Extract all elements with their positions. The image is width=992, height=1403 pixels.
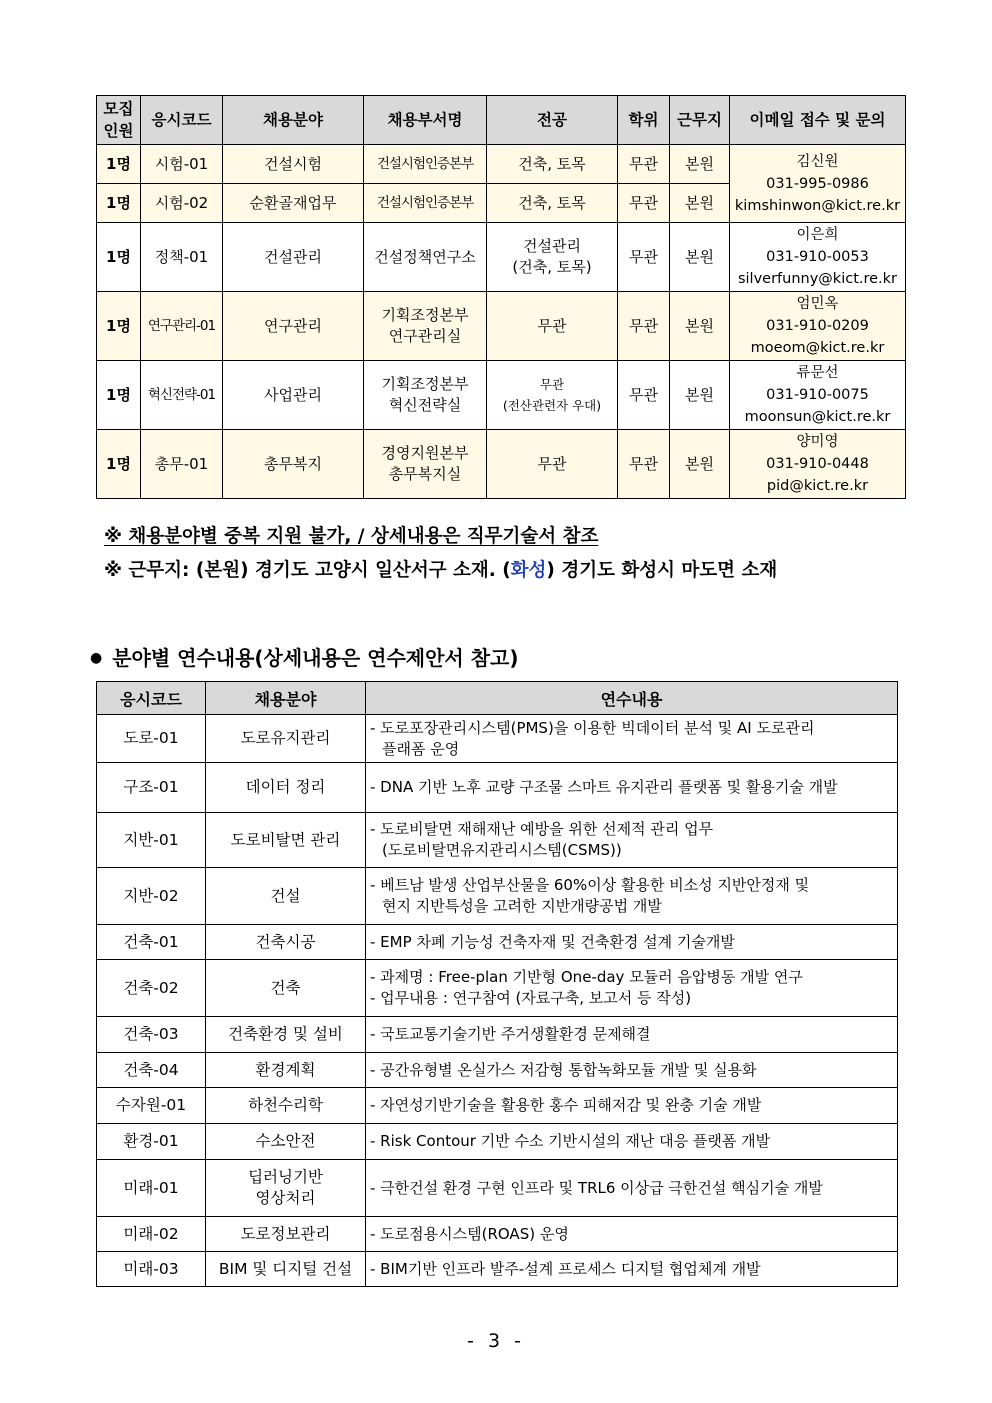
field-cell: 건축환경 및 설비 xyxy=(206,1017,366,1053)
field-cell: 수소안전 xyxy=(206,1124,366,1160)
degree-cell: 무관 xyxy=(618,184,670,223)
field-cell: 총무복지 xyxy=(223,430,364,499)
content-cell xyxy=(366,960,898,1017)
count-cell: 1명 xyxy=(97,145,141,184)
code-cell: 미래-02 xyxy=(97,1217,206,1252)
note-location-text-c: ) 경기도 화성시 마도면 소재 xyxy=(546,560,778,581)
code-cell: 연구관리-01 xyxy=(141,292,223,361)
content-line: - DNA 기반 노후 교량 구조물 스마트 유지관리 플랫폼 및 활용기술 개발 xyxy=(370,778,838,796)
code-cell: 정책-01 xyxy=(141,223,223,292)
content-cell xyxy=(366,1124,898,1160)
field-cell: 도로유지관리 xyxy=(206,715,366,763)
table-row xyxy=(97,960,898,1017)
training-table xyxy=(96,681,898,1287)
field-cell: 연구관리 xyxy=(223,292,364,361)
field-cell: 건설 xyxy=(206,868,366,925)
table-row xyxy=(97,145,906,184)
content-cell xyxy=(366,1017,898,1053)
major-cell: 건축, 토목 xyxy=(487,184,618,223)
header-dept: 채용부서명 xyxy=(364,96,487,145)
location-cell: 본원 xyxy=(670,430,730,499)
content-cell xyxy=(366,813,898,868)
note-duplicate-application: ※ 채용분야별 중복 지원 불가, / 상세내용은 직무기술서 참조 xyxy=(104,526,599,547)
content-line: - 도로점용시스템(ROAS) 운영 xyxy=(370,1224,569,1243)
header-count: 모집 인원 xyxy=(97,96,141,145)
dept-cell: 경영지원본부 총무복지실 xyxy=(364,430,487,499)
table-row xyxy=(97,1017,898,1053)
content-cell xyxy=(366,715,898,763)
code-cell: 건축-01 xyxy=(97,925,206,960)
table-row xyxy=(97,1217,898,1252)
training-header-row xyxy=(97,682,898,715)
content-line: 플래폼 운영 xyxy=(382,739,460,758)
count-cell: 1명 xyxy=(97,361,141,430)
content-cell xyxy=(366,868,898,925)
content-cell xyxy=(366,1160,898,1217)
content-line: - 업무내용 : 연구참여 (자료구축, 보고서 등 작성) xyxy=(370,989,692,1007)
field-cell: 하천수리학 xyxy=(206,1088,366,1124)
header-contact: 이메일 접수 및 문의 xyxy=(730,96,906,145)
degree-cell: 무관 xyxy=(618,292,670,361)
table-row xyxy=(97,430,906,499)
table-row xyxy=(97,361,906,430)
note-location-text-a: ※ 근무지: (본원) 경기도 고양시 일산서구 소재. ( xyxy=(104,560,511,581)
content-line: - Risk Contour 기반 수소 기반시설의 재난 대응 플랫폼 개발 xyxy=(370,1132,771,1150)
field-cell: BIM 및 디지털 건설 xyxy=(206,1252,366,1287)
content-line: - 도로비탈면 재해재난 예방을 위한 선제적 관리 업무 xyxy=(370,820,714,838)
content-line: - BIM기반 인프라 발주-설계 프로세스 디지털 협업체계 개발 xyxy=(370,1259,761,1278)
code-cell: 건축-03 xyxy=(97,1017,206,1053)
content-line: - 과제명 : Free-plan 기반형 One-day 모듈러 음압병동 개발 연구 xyxy=(370,968,803,986)
code-cell: 구조-01 xyxy=(97,763,206,813)
degree-cell: 무관 xyxy=(618,145,670,184)
field-cell: 건축시공 xyxy=(206,925,366,960)
field-cell: 순환골재업무 xyxy=(223,184,364,223)
code-cell: 시험-02 xyxy=(141,184,223,223)
location-cell: 본원 xyxy=(670,361,730,430)
content-line: - 자연성기반기술을 활용한 홍수 피해저감 및 완충 기술 개발 xyxy=(370,1096,762,1114)
table-row xyxy=(97,925,898,960)
content-line: - 도로포장관리시스템(PMS)을 이용한 빅데이터 분석 및 AI 도로관리 xyxy=(370,718,815,737)
contact-cell: 엄민옥 031-910-0209 moeom@kict.re.kr xyxy=(730,292,906,361)
content-line: - 극한건설 환경 구현 인프라 및 TRL6 이상급 극한건설 핵심기술 개발 xyxy=(370,1178,823,1197)
table-row xyxy=(97,1160,898,1217)
header-content: 연수내용 xyxy=(366,682,898,715)
code-cell: 수자원-01 xyxy=(97,1088,206,1124)
bullet-icon: ● xyxy=(90,650,103,666)
field-cell: 건설시험 xyxy=(223,145,364,184)
header-location: 근무지 xyxy=(670,96,730,145)
header-code: 응시코드 xyxy=(97,682,206,715)
section-title xyxy=(90,642,518,671)
table-row xyxy=(97,715,898,763)
dept-cell: 기획조정본부 연구관리실 xyxy=(364,292,487,361)
major-cell: 무관 xyxy=(487,292,618,361)
degree-cell: 무관 xyxy=(618,361,670,430)
field-cell: 도로정보관리 xyxy=(206,1217,366,1252)
page-number: - 3 - xyxy=(467,1330,525,1352)
degree-cell: 무관 xyxy=(618,430,670,499)
location-cell: 본원 xyxy=(670,223,730,292)
major-cell: 건축, 토목 xyxy=(487,145,618,184)
table-row xyxy=(97,292,906,361)
count-cell: 1명 xyxy=(97,292,141,361)
code-cell: 시험-01 xyxy=(141,145,223,184)
note-work-location xyxy=(104,556,777,582)
table-row xyxy=(97,1088,898,1124)
field-cell: 데이터 정리 xyxy=(206,763,366,813)
location-cell: 본원 xyxy=(670,292,730,361)
code-cell: 미래-01 xyxy=(97,1160,206,1217)
field-cell: 건축 xyxy=(206,960,366,1017)
field-cell: 건설관리 xyxy=(223,223,364,292)
table-row xyxy=(97,813,898,868)
content-line: 현지 지반특성을 고려한 지반개량공법 개발 xyxy=(382,897,662,915)
code-cell: 총무-01 xyxy=(141,430,223,499)
header-field: 채용분야 xyxy=(206,682,366,715)
header-code: 응시코드 xyxy=(141,96,223,145)
count-cell: 1명 xyxy=(97,430,141,499)
code-cell: 도로-01 xyxy=(97,715,206,763)
content-line: - 공간유형별 온실가스 저감형 통합녹화모듈 개발 및 실용화 xyxy=(370,1060,757,1079)
code-cell: 건축-02 xyxy=(97,960,206,1017)
dept-cell: 기획조정본부 혁신전략실 xyxy=(364,361,487,430)
count-cell: 1명 xyxy=(97,184,141,223)
header-degree: 학위 xyxy=(618,96,670,145)
location-cell: 본원 xyxy=(670,184,730,223)
recruit-header-row xyxy=(97,96,906,145)
count-cell: 1명 xyxy=(97,223,141,292)
contact-cell: 류문선 031-910-0075 moonsun@kict.re.kr xyxy=(730,361,906,430)
content-line: - 베트남 발생 산업부산물을 60%이상 활용한 비소성 지반안정재 및 xyxy=(370,876,810,894)
dept-cell: 건설시험인증본부 xyxy=(364,184,487,223)
content-cell xyxy=(366,925,898,960)
content-cell xyxy=(366,1217,898,1252)
table-row xyxy=(97,763,898,813)
dept-cell: 건설정책연구소 xyxy=(364,223,487,292)
recruit-table xyxy=(96,95,906,499)
major-cell: 건설관리 (건축, 토목) xyxy=(487,223,618,292)
table-row xyxy=(97,223,906,292)
header-major: 전공 xyxy=(487,96,618,145)
field-cell: 환경계획 xyxy=(206,1053,366,1088)
code-cell: 건축-04 xyxy=(97,1053,206,1088)
note-location-hwaseong: 화성 xyxy=(510,560,547,581)
content-cell xyxy=(366,1088,898,1124)
content-cell xyxy=(366,763,898,813)
code-cell: 혁신전략-01 xyxy=(141,361,223,430)
table-row xyxy=(97,1252,898,1287)
content-line: - EMP 차폐 기능성 건축자재 및 건축환경 설계 기술개발 xyxy=(370,932,735,951)
table-row xyxy=(97,1053,898,1088)
code-cell: 지반-02 xyxy=(97,868,206,925)
section-title-text: 분야별 연수내용(상세내용은 연수제안서 참고) xyxy=(112,646,519,670)
contact-cell: 김신원 031-995-0986 kimshinwon@kict.re.kr xyxy=(730,145,906,223)
code-cell: 미래-03 xyxy=(97,1252,206,1287)
contact-cell: 양미영 031-910-0448 pid@kict.re.kr xyxy=(730,430,906,499)
content-cell xyxy=(366,1053,898,1088)
table-row xyxy=(97,868,898,925)
major-cell: 무관 xyxy=(487,430,618,499)
dept-cell: 건설시험인증본부 xyxy=(364,145,487,184)
location-cell: 본원 xyxy=(670,145,730,184)
major-cell: 무관 (전산관련자 우대) xyxy=(487,361,618,430)
degree-cell: 무관 xyxy=(618,223,670,292)
content-line: (도로비탈면유지관리시스템(CSMS)) xyxy=(382,841,622,859)
content-cell xyxy=(366,1252,898,1287)
field-cell: 사업관리 xyxy=(223,361,364,430)
contact-cell: 이은희 031-910-0053 silverfunny@kict.re.kr xyxy=(730,223,906,292)
content-line: - 국토교통기술기반 주거생활환경 문제해결 xyxy=(370,1025,651,1043)
code-cell: 지반-01 xyxy=(97,813,206,868)
header-field: 채용분야 xyxy=(223,96,364,145)
table-row xyxy=(97,1124,898,1160)
field-cell: 도로비탈면 관리 xyxy=(206,813,366,868)
code-cell: 환경-01 xyxy=(97,1124,206,1160)
field-cell: 딥러닝기반 영상처리 xyxy=(206,1160,366,1217)
